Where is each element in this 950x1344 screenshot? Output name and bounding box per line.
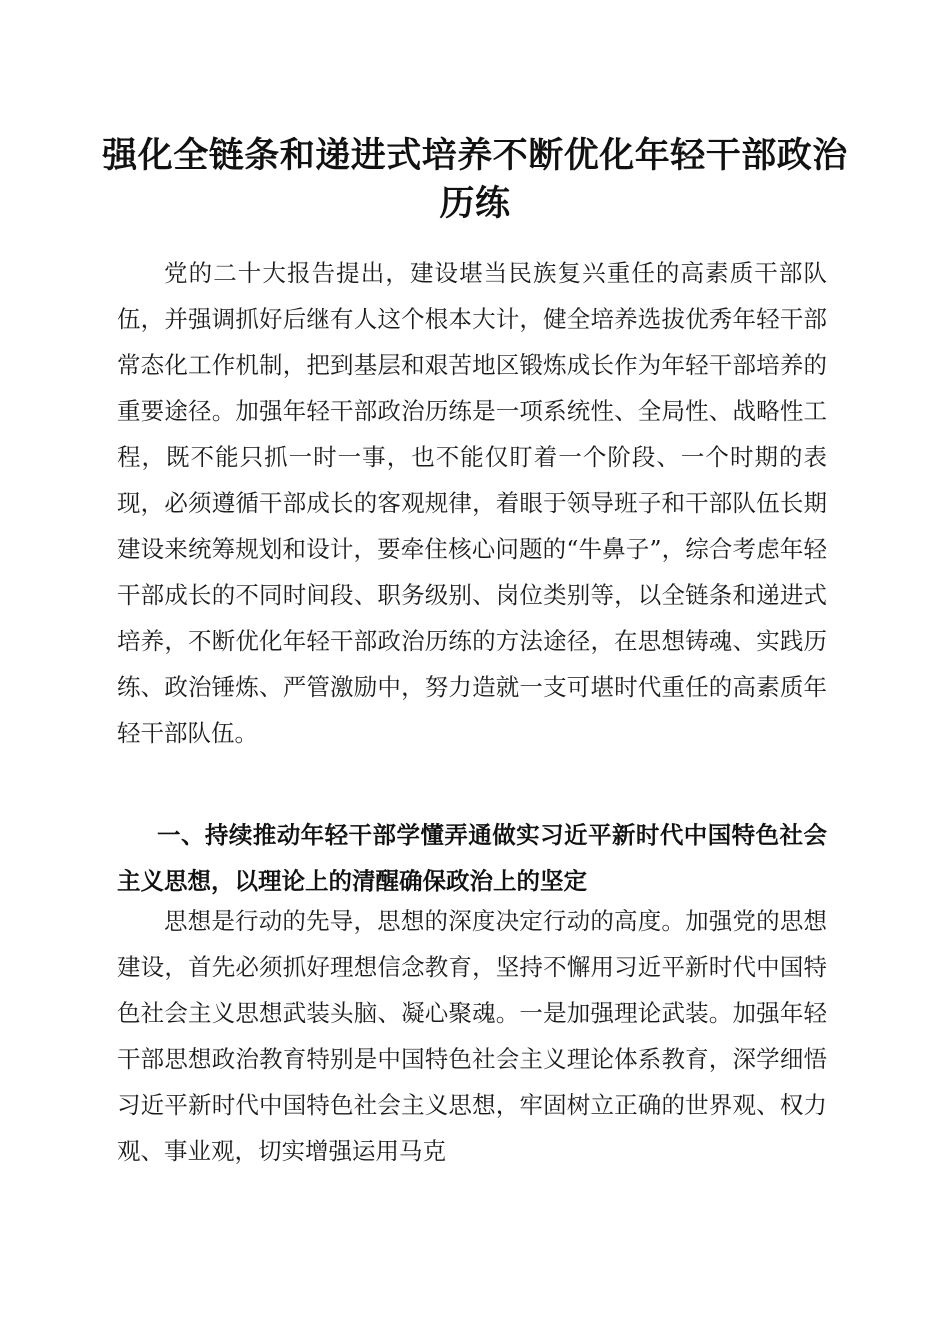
section-heading-1: 一、持续推动年轻干部学懂弄通做实习近平新时代中国特色社会主义思想，以理论上的清醒确保政治上的坚定 [117,821,827,895]
document-title: 强化全链条和递进式培养不断优化年轻干部政治历练 [102,135,848,224]
intro-paragraph: 党的二十大报告提出，建设堪当民族复兴重任的高素质干部队伍，并强调抓好后继有人这个根本大计，健全培养选拔优秀年轻干部常态化工作机制，把到基层和艰苦地区锻炼成长作为年轻干部培养的重要途径。加强年轻干部政治历练是一项系统性、全局性、战略性工程，既不能只抓一时一事，也不能仅盯着一个阶段、一个时期的表现，必须遵循干部成长的客观规律，着眼于领导班子和干部队伍长期建设来统筹规划和设计，要牵住核心问题的“牛鼻子”，综合考虑年轻干部成长的不同时间段、职务级别、岗位类别等，以全链条和递进式培养，不断优化年轻干部政治历练的方法途径，在思想铸魂、实践历练、政治锤炼、严管激励中，努力造就一支可堪时代重任的高素质年轻干部队伍。 [117,259,827,747]
section-1-paragraph: 思想是行动的先导，思想的深度决定行动的高度。加强党的思想建设，首先必须抓好理想信念教育，坚持不懈用习近平新时代中国特色社会主义思想武装头脑、凝心聚魂。一是加强理论武装。加强年轻干部思想政治教育特别是中国特色社会主义理论体系教育，深学细悟习近平新时代中国特色社会主义思想，牢固树立正确的世界观、权力观、事业观，切实增强运用马克 [117,907,827,1165]
